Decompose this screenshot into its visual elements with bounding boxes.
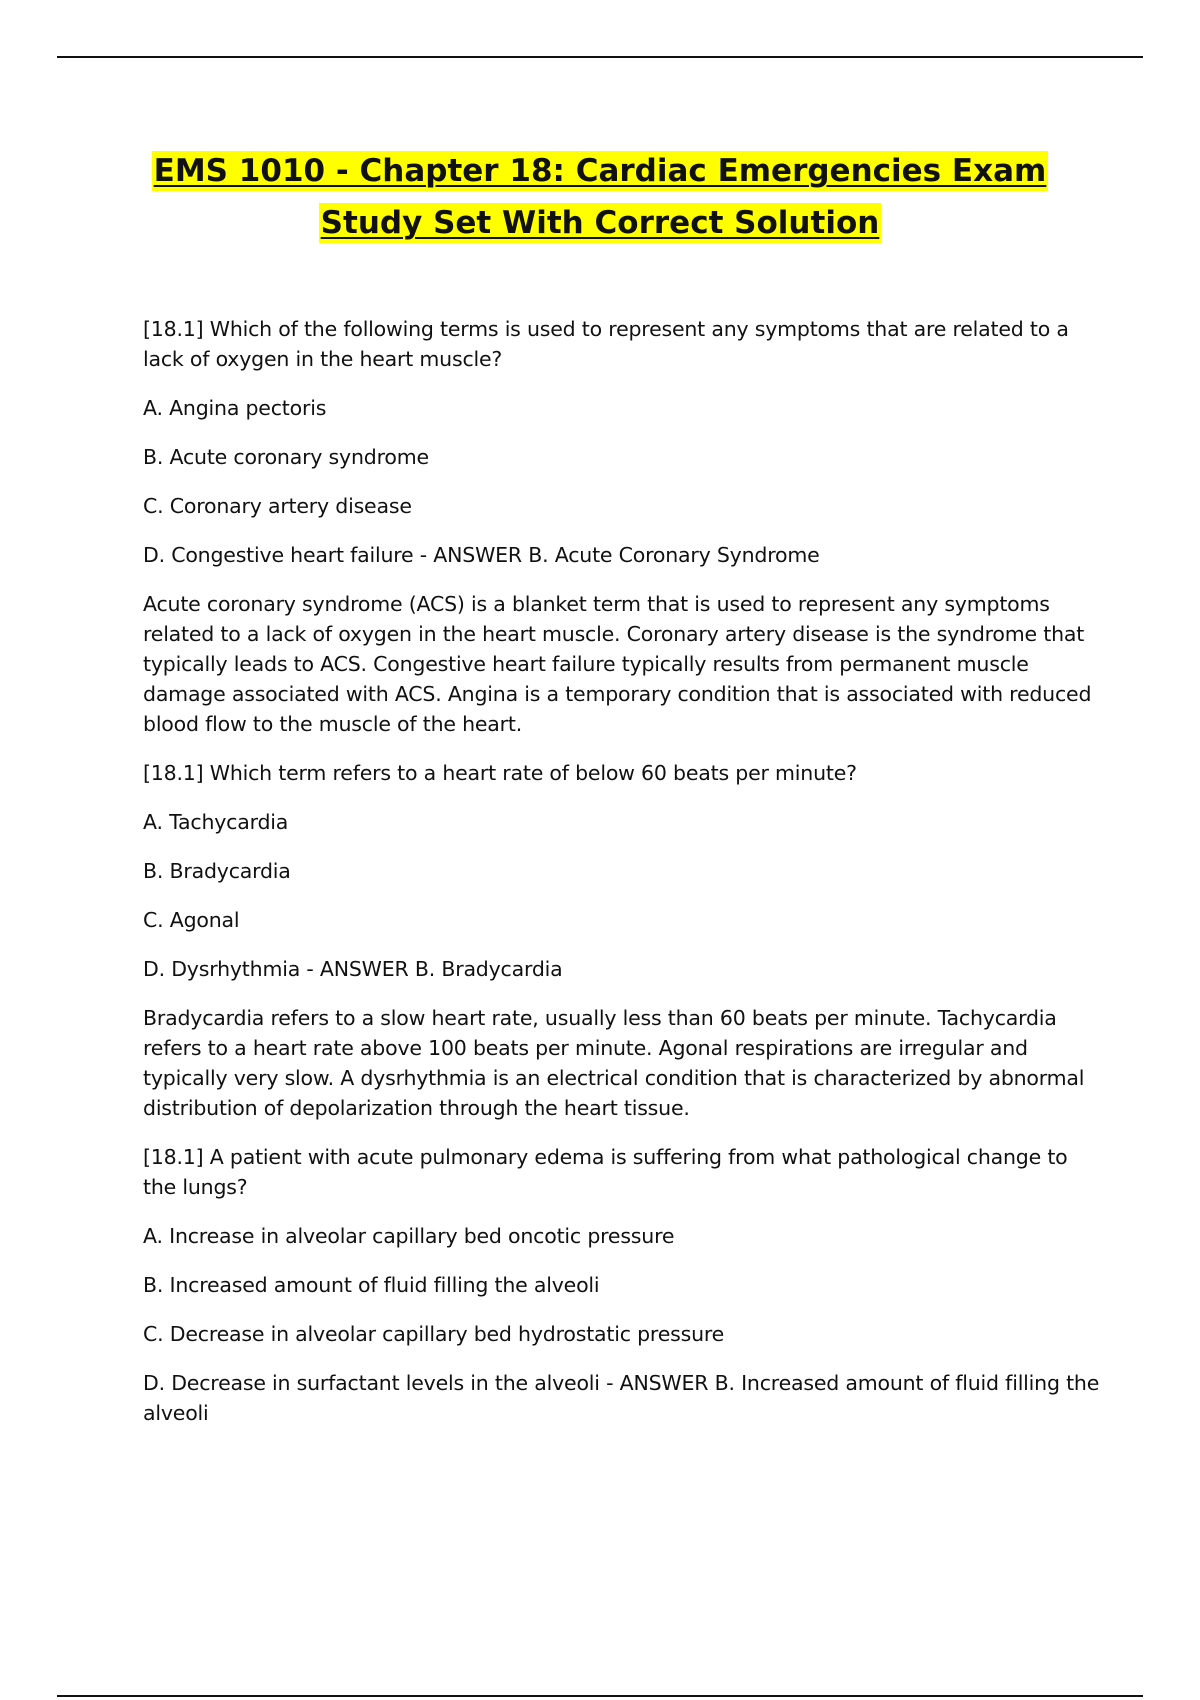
q2-explanation: Bradycardia refers to a slow heart rate, usually less than 60 beats per minute. Tachycardia refers to a heart rate above 100 beats per minute. Agonal respirations are irregular and typically very slow. A dysrhythmia is an electrical condition that is characterized by abnormal distribution of depolarization through the heart tissue. [143,1006,1085,1120]
title-line-1: EMS 1010 - Chapter 18: Cardiac Emergencies Exam [153,153,1047,189]
q3-option-d-answer: D. Decrease in surfactant levels in the alveoli - ANSWER B. Increased amount of fluid filling the alveoli [143,1371,1100,1425]
footer-rule [57,1695,1143,1697]
q1-option-b: B. Acute coronary syndrome [143,445,429,469]
q1-option-d-answer: D. Congestive heart failure - ANSWER B. Acute Coronary Syndrome [143,543,820,567]
q2-option-b: B. Bradycardia [143,859,291,883]
q3-option-a: A. Increase in alveolar capillary bed oncotic pressure [143,1224,675,1248]
question-1: [18.1] Which of the following terms is used to represent any symptoms that are related to a lack of oxygen in the heart muscle? [143,317,1069,371]
document-title [100,145,1100,249]
q2-option-c: C. Agonal [143,908,240,932]
question-3: [18.1] A patient with acute pulmonary edema is suffering from what pathological change to the lungs? [143,1145,1068,1199]
q1-explanation: Acute coronary syndrome (ACS) is a blanket term that is used to represent any symptoms related to a lack of oxygen in the heart muscle. Coronary artery disease is the syndrome that typically leads to ACS. Congestive heart failure typically results from permanent muscle damage associated with ACS. Angina is a temporary condition that is associated with reduced blood flow to the muscle of the heart. [143,592,1092,736]
q3-option-b: B. Increased amount of fluid filling the alveoli [143,1273,600,1297]
q1-option-c: C. Coronary artery disease [143,494,412,518]
q1-option-a: A. Angina pectoris [143,396,327,420]
q2-option-d-answer: D. Dysrhythmia - ANSWER B. Bradycardia [143,957,563,981]
q3-option-c: C. Decrease in alveolar capillary bed hydrostatic pressure [143,1322,725,1346]
document-body [143,314,1103,1447]
title-line-2: Study Set With Correct Solution [320,205,880,241]
q2-option-a: A. Tachycardia [143,810,289,834]
question-2: [18.1] Which term refers to a heart rate of below 60 beats per minute? [143,761,857,785]
header-rule [57,56,1143,58]
